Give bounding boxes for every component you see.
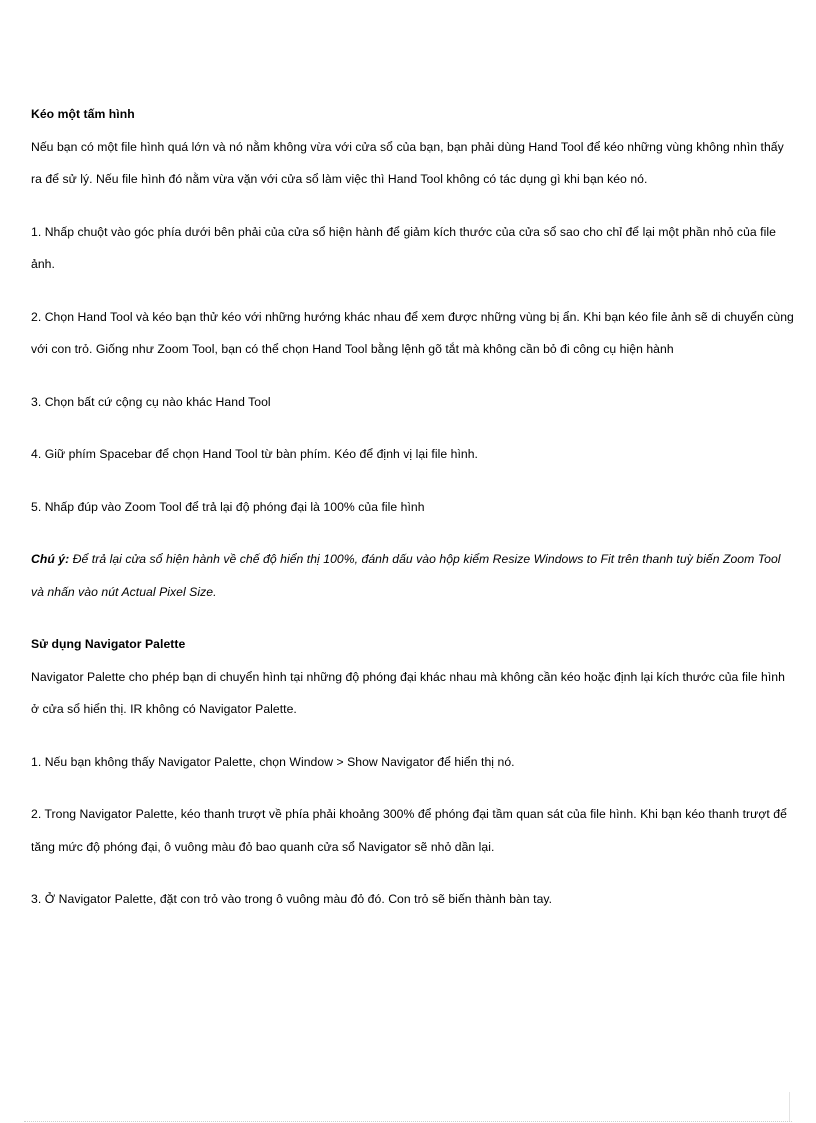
step-1-hand-tool: 1. Nhấp chuột vào góc phía dưới bên phải của cửa sổ hiện hành để giảm kích thước của cửa sổ sao cho chỉ để lại một phần nhỏ của file ảnh. xyxy=(31,224,776,271)
paragraph-spacer xyxy=(31,196,796,216)
section-heading-drag-image: Kéo một tấm hình xyxy=(31,107,135,121)
document-page xyxy=(31,98,796,916)
paragraph-spacer xyxy=(31,281,796,301)
page-bottom-divider xyxy=(24,1121,792,1122)
step-1-navigator: 1. Nếu bạn không thấy Navigator Palette, chọn Window > Show Navigator để hiển thị nó. xyxy=(31,754,515,769)
paragraph-spacer xyxy=(31,418,796,438)
note-label: Chú ý: xyxy=(31,552,70,566)
step-3-hand-tool: 3. Chọn bất cứ cộng cụ nào khác Hand Tool xyxy=(31,394,271,409)
paragraph-spacer xyxy=(31,523,796,543)
paragraph-spacer xyxy=(31,608,796,628)
page-corner-mark xyxy=(789,1092,790,1121)
note-paragraph xyxy=(31,543,796,608)
step-3-navigator: 3. Ở Navigator Palette, đặt con trỏ vào trong ô vuông màu đỏ đó. Con trỏ sẽ biến thành bàn tay. xyxy=(31,892,553,906)
paragraph-intro-hand-tool: Nếu bạn có một file hình quá lớn và nó nằm không vừa với cửa sổ của bạn, bạn phải dùng Hand Tool để kéo những vùng không nhìn thấy ra để sử lý. Nếu file hình đó nằm vừa vặn với cửa sổ làm việc thì Hand Tool không có tác dụng gì khi bạn kéo nó. xyxy=(31,139,784,186)
step-2-navigator: 2. Trong Navigator Palette, kéo thanh trượt về phía phải khoảng 300% để phóng đại tầm quan sát của file hình. Khi bạn kéo thanh trượt để tăng mức độ phóng đại, ô vuông màu đỏ bao quanh cửa sổ Navigator sẽ nhỏ dần lại. xyxy=(31,807,787,854)
paragraph-intro-navigator: Navigator Palette cho phép bạn di chuyển hình tại những độ phóng đại khác nhau mà không cần kéo hoặc định lại kích thước của file hình ở cửa sổ hiển thị. IR không có Navigator Palette. xyxy=(31,669,785,716)
note-text: Để trả lại cửa sổ hiện hành về chế độ hiển thị 100%, đánh dấu vào hộp kiểm Resize Windows to Fit trên thanh tuỳ biến Zoom Tool và nhấn vào nút Actual Pixel Size. xyxy=(31,552,781,599)
paragraph-spacer xyxy=(31,471,796,491)
paragraph-spacer xyxy=(31,366,796,386)
paragraph-spacer xyxy=(31,778,796,798)
paragraph-spacer xyxy=(31,863,796,883)
step-4-hand-tool: 4. Giữ phím Spacebar để chọn Hand Tool từ bàn phím. Kéo để định vị lại file hình. xyxy=(31,447,478,461)
step-5-hand-tool: 5. Nhấp đúp vào Zoom Tool để trả lại độ phóng đại là 100% của file hình xyxy=(31,499,425,514)
section-heading-navigator: Sử dụng Navigator Palette xyxy=(31,637,186,651)
paragraph-spacer xyxy=(31,726,796,746)
step-2-hand-tool: 2. Chọn Hand Tool và kéo bạn thử kéo với những hướng khác nhau để xem được những vùng bị ẩn. Khi bạn kéo file ảnh sẽ di chuyển cùng với con trỏ. Giống như Zoom Tool, bạn có thể chọn Hand Tool bằng lệnh gõ tắt mà không cần bỏ đi công cụ hiện hành xyxy=(31,309,794,356)
